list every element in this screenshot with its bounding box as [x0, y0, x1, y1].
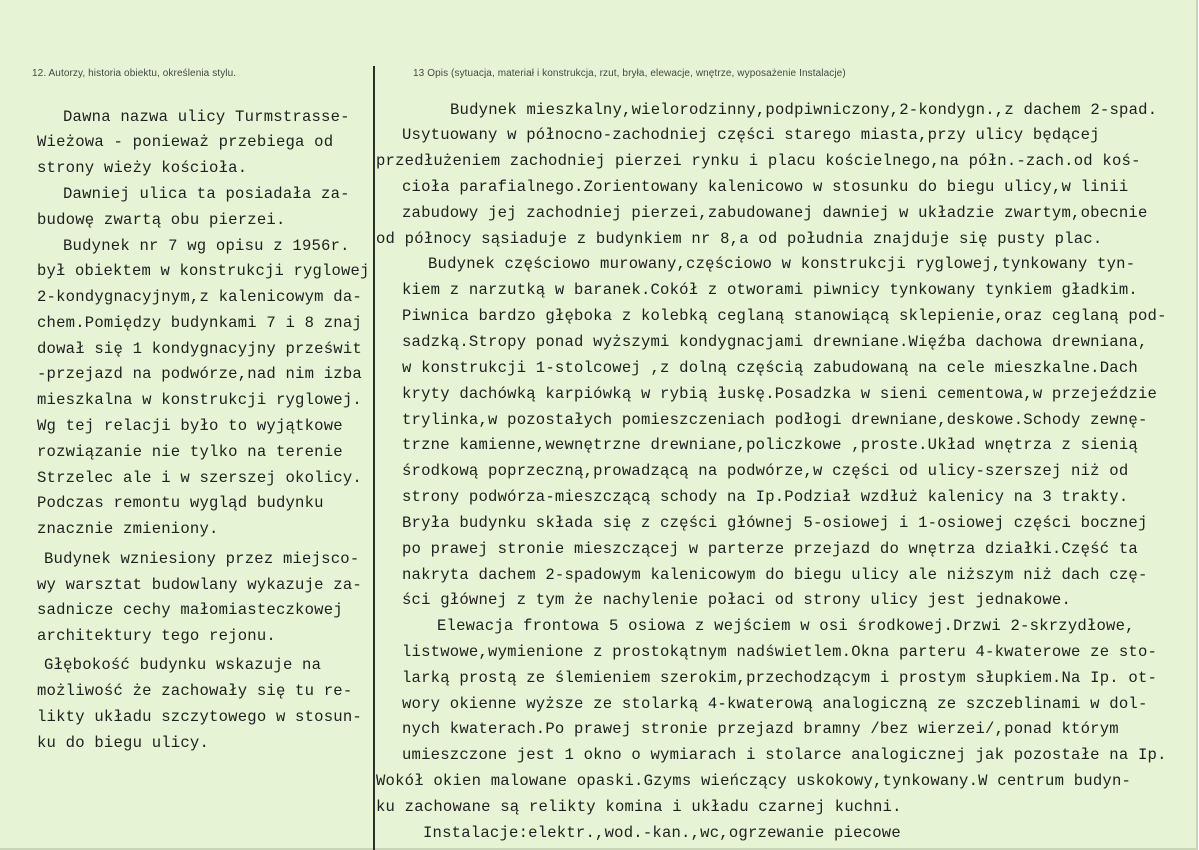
right-text-line: kryty dachówką karpiówką w rybią łuskę.Posadzka w sieni cementowa,w przejeździe — [402, 385, 1158, 403]
left-text-line: Budynek nr 7 wg opisu z 1956r. — [63, 237, 350, 255]
left-text-line: Dawniej ulica ta posiadała za- — [63, 185, 350, 203]
right-text-line: środkową poprzeczną,prowadzącą na podwórze,w części od ulicy-szerszej niż od — [402, 462, 1129, 480]
right-text-line: ku zachowane są relikty komina i układu czarnej kuchni. — [376, 798, 902, 816]
right-text-line: Bryła budynku składa się z części głównej 5-osiowej i 1-osiowej części bocznej — [402, 514, 1148, 532]
right-text-line: zabudowy jej zachodniej pierzei,zabudowanej dawniej w układzie zwartym,obecnie — [402, 204, 1148, 222]
section-13-header: 13 Opis (sytuacja, materiał i konstrukcja, rzut, bryła, elewacje, wnętrze, wyposażenie Instalacje) — [413, 68, 846, 79]
right-text-line: Elewacja frontowa 5 osiowa z wejściem w osi środkowej.Drzwi 2-skrzydłowe, — [437, 617, 1135, 635]
left-text-line: Dawna nazwa ulicy Turmstrasse- — [63, 108, 350, 126]
left-text-line: Wieżowa - ponieważ przebiega od — [37, 133, 334, 151]
right-text-line: Piwnica bardzo głęboka z kolebką ceglaną stanowiącą sklepienie,oraz ceglaną pod- — [402, 307, 1167, 325]
left-text-line: rozwiązanie nie tylko na terenie — [37, 443, 343, 461]
right-text-line: nych kwaterach.Po prawej stronie przejazd bramny /bez wierzei/,ponad którym — [402, 720, 1119, 738]
left-text-line: Budynek wzniesiony przez miejsco- — [44, 550, 360, 568]
left-text-line: Strzelec ale i w szerszej okolicy. — [37, 469, 362, 487]
left-text-line: Podczas remontu wygląd budynku — [37, 494, 324, 512]
right-text-line: w konstrukcji 1-stolcowej ,z dolną częścią zabudowaną na cele mieszkalne.Dach — [402, 359, 1138, 377]
right-text-line: listwowe,wymienione z prostokątnym nadświetlem.Okna parteru 4-kwaterowe ze sto- — [402, 643, 1158, 661]
left-text-line: był obiektem w konstrukcji ryglowej — [37, 262, 370, 280]
left-text-line: chem.Pomiędzy budynkami 7 i 8 znaj — [37, 314, 362, 332]
right-text-line: wory okienne wyższe ze stolarką 4-kwaterową analogiczną ze szczeblinami w dol- — [402, 695, 1148, 713]
right-text-line: Wokół okien malowane opaski.Gzyms wieńczący uskokowy,tynkowany.W centrum budyn- — [376, 772, 1132, 790]
right-text-line: Instalacje:elektr.,wod.-kan.,wc,ogrzewanie piecowe — [423, 824, 901, 842]
right-text-line: Budynek częściowo murowany,częściowo w konstrukcji ryglowej,tynkowany tyn- — [428, 255, 1136, 273]
left-text-line: wy warsztat budowlany wykazuje za- — [37, 576, 362, 594]
left-text-line: 2-kondygnacyjnym,z kalenicowym da- — [37, 288, 362, 306]
left-text-line: Głębokość budynku wskazuje na — [44, 656, 322, 674]
right-text-line: cioła parafialnego.Zorientowany kalenicowo w stosunku do biegu ulicy,w linii — [402, 178, 1129, 196]
left-text-line: likty układu szczytowego w stosun- — [37, 708, 362, 726]
left-text-line: strony wieży kościoła. — [37, 159, 248, 177]
right-text-line: ści głównej z tym że nachylenie połaci od strony ulicy jest jednakowe. — [402, 591, 1072, 609]
section-12-header: 12. Autorzy, historia obiektu, określenia stylu. — [32, 68, 237, 79]
right-text-line: Budynek mieszkalny,wielorodzinny,podpiwniczony,2-kondygn.,z dachem 2-spad. — [450, 101, 1158, 119]
left-text-line: ku do biegu ulicy. — [37, 734, 210, 752]
right-text-line: strony podwórza-mieszczącą schody na Ip.Podział wzdłuż kalenicy na 3 trakty. — [402, 488, 1129, 506]
left-text-line: -przejazd na podwórze,nad nim izba — [37, 365, 362, 383]
right-text-line: umieszczone jest 1 okno o wymiarach i stolarce analogicznej jak pozostałe na Ip. — [402, 746, 1167, 764]
right-text-line: larką prostą ze ślemieniem szerokim,przechodzącym i prostym słupkiem.Na Ip. ot- — [402, 669, 1158, 687]
right-text-line: Usytuowany w północno-zachodniej części starego miasta,przy ulicy będącej — [402, 126, 1100, 144]
right-text-line: nakryta dachem 2-spadowym kalenicowym do biegu ulicy ale niższym niż dach czę- — [402, 566, 1148, 584]
left-text-line: budowę zwartą obu pierzei. — [37, 211, 286, 229]
right-text-line: trylinka,w pozostałych pomieszczeniach podłogi drewniane,deskowe.Schody zewnę- — [402, 411, 1148, 429]
left-text-line: dował się 1 kondygnacyjny prześwit — [37, 340, 362, 358]
left-text-line: Wg tej relacji było to wyjątkowe — [37, 417, 343, 435]
right-text-line: od północy sąsiaduje z budynkiem nr 8,a od południa znajduje się pusty plac. — [376, 230, 1103, 248]
left-text-line: architektury tego rejonu. — [37, 627, 276, 645]
right-text-line: po prawej stronie mieszczącej w parterze przejazd do wnętrza działki.Część ta — [402, 540, 1138, 558]
left-text-line: sadnicze cechy małomiasteczkowej — [37, 601, 343, 619]
column-divider — [373, 66, 375, 850]
right-text-line: trzne kamienne,wewnętrzne drewniane,policzkowe ,proste.Układ wnętrza z sienią — [402, 436, 1138, 454]
left-text-line: możliwość że zachowały się tu re- — [37, 682, 353, 700]
left-text-line: mieszkalna w konstrukcji ryglowej. — [37, 391, 362, 409]
left-text-line: znacznie zmieniony. — [37, 520, 219, 538]
right-text-line: sadzką.Stropy ponad wyższymi kondygnacjami drewniane.Więźba dachowa drewniana, — [402, 333, 1148, 351]
right-text-line: przedłużeniem zachodniej pierzei rynku i placu kościelnego,na półn.-zach.od koś- — [376, 152, 1141, 170]
right-text-line: kiem z narzutką w baranek.Cokół z otworami piwnicy tynkowany tynkiem gładkim. — [402, 281, 1138, 299]
